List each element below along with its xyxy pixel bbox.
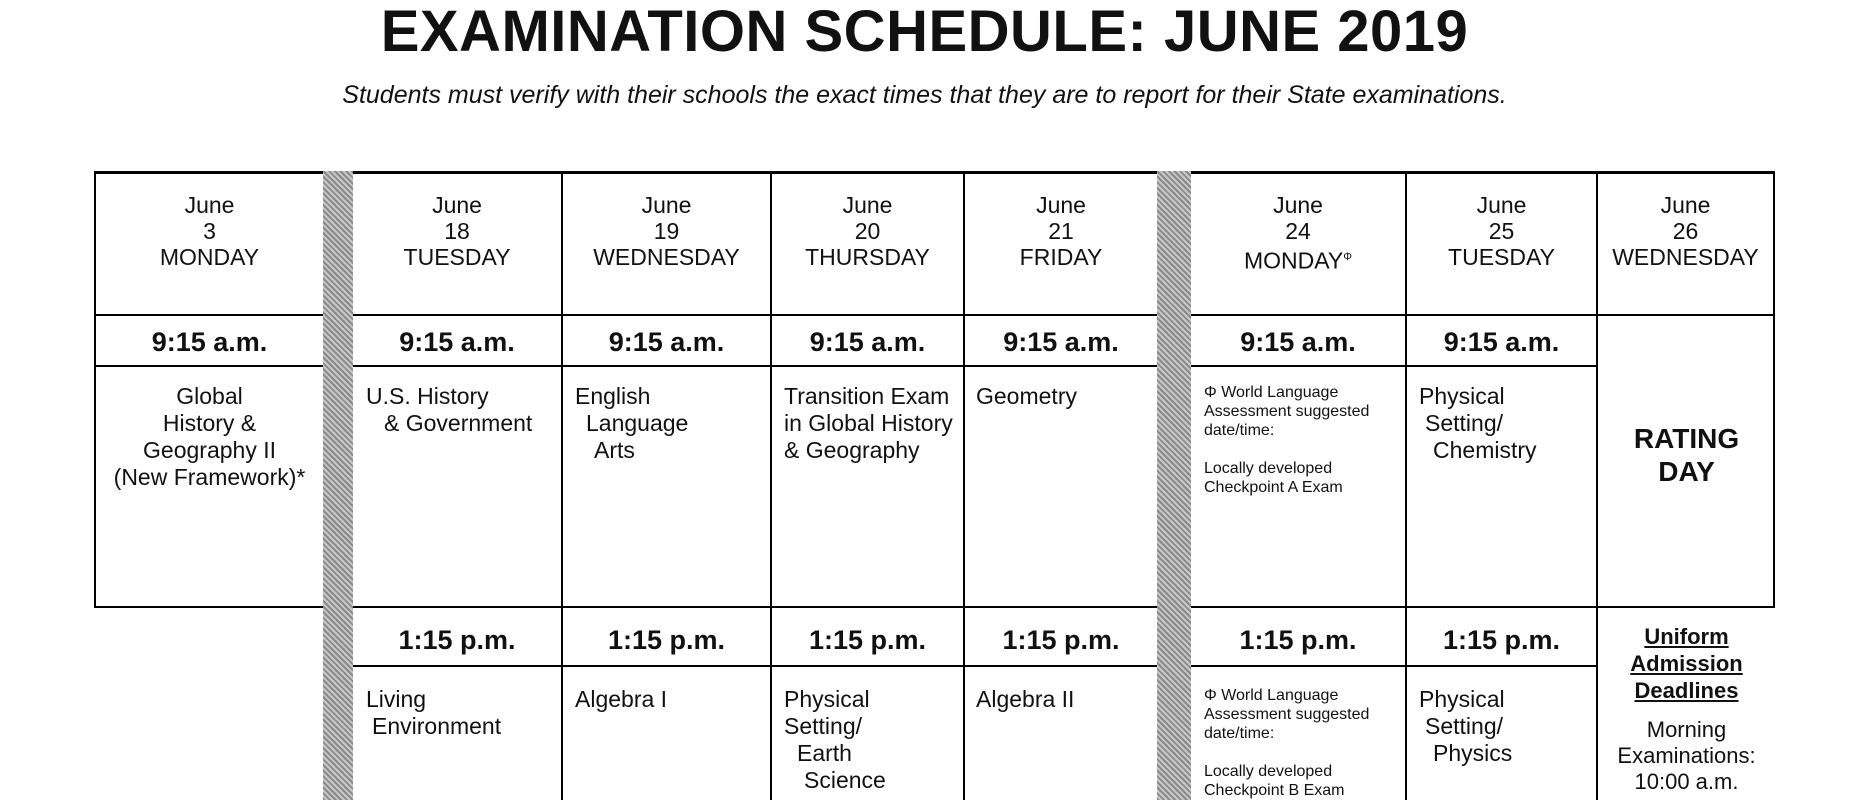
morning-time: 9:15 a.m.	[1443, 327, 1560, 357]
exam-cell: English Language Arts	[575, 383, 689, 463]
exam-cell: Φ World Language Assessment suggested date/time: Locally developed Checkpoint B Exam	[1204, 687, 1370, 799]
afternoon-time: 1:15 p.m.	[398, 625, 516, 655]
exam-cell: Algebra II	[976, 686, 1075, 712]
table-border	[1191, 171, 1775, 174]
morning-time: 9:15 a.m.	[151, 327, 268, 357]
day-header: June 18 TUESDAY	[403, 192, 511, 270]
day-header: June 21 FRIDAY	[1019, 192, 1103, 270]
row-divider	[353, 314, 1157, 316]
afternoon-time: 1:15 p.m.	[808, 625, 927, 655]
row-divider	[353, 665, 1157, 667]
row-divider	[1191, 314, 1775, 316]
exam-cell: U.S. History & Government	[366, 383, 533, 436]
rating-day: RATING DAY	[1633, 423, 1740, 487]
week-separator	[1157, 171, 1191, 800]
day-header: June 26 WEDNESDAY	[1612, 192, 1759, 270]
row-divider	[353, 606, 1157, 608]
exam-cell: Physical Setting/ Earth Science	[784, 686, 886, 793]
row-divider	[1191, 606, 1775, 608]
exam-cell: Living Environment	[366, 686, 502, 739]
exam-cell: Physical Setting/ Physics	[1419, 686, 1513, 766]
morning-time: 9:15 a.m.	[1003, 327, 1119, 357]
uniform-admission-body: Morning Examinations: 10:00 a.m.	[1617, 717, 1756, 794]
column-divider	[1773, 171, 1775, 608]
uniform-admission-heading: Uniform Admission Deadlines	[1630, 624, 1743, 703]
morning-time: 9:15 a.m.	[399, 327, 515, 357]
exam-cell: Transition Exam in Global History & Geography	[784, 383, 953, 463]
afternoon-time: 1:15 p.m.	[607, 625, 726, 655]
afternoon-time: 1:15 p.m.	[1002, 625, 1120, 655]
exam-cell: Φ World Language Assessment suggested date/time: Locally developed Checkpoint A Exam	[1204, 384, 1370, 496]
exam-cell: Global History & Geography II (New Framework)*	[113, 383, 306, 490]
page-subtitle: Students must verify with their schools the exact times that they are to report for their State examinations.	[342, 81, 1507, 109]
row-divider	[94, 365, 323, 367]
table-border	[94, 171, 323, 174]
morning-time: 9:15 a.m.	[1240, 327, 1356, 357]
row-divider	[1191, 365, 1597, 367]
row-divider	[94, 314, 323, 316]
day-header: June 20 THURSDAY	[805, 192, 930, 270]
week-separator	[323, 171, 353, 800]
afternoon-time: 1:15 p.m.	[1239, 625, 1357, 655]
exam-cell: Algebra I	[575, 686, 668, 712]
table-border	[353, 171, 1157, 174]
afternoon-time: 1:15 p.m.	[1442, 625, 1561, 655]
row-divider	[353, 365, 1157, 367]
day-header: June 3 MONDAY	[159, 192, 260, 270]
row-divider	[1191, 665, 1597, 667]
row-divider	[94, 606, 323, 608]
day-header: June 19 WEDNESDAY	[593, 192, 740, 270]
morning-time: 9:15 a.m.	[608, 327, 725, 357]
morning-time: 9:15 a.m.	[809, 327, 926, 357]
phi-marker: Φ	[1343, 251, 1353, 263]
exam-cell: Physical Setting/ Chemistry	[1419, 383, 1537, 463]
page-title: EXAMINATION SCHEDULE: JUNE 2019	[380, 0, 1469, 64]
exam-cell: Geometry	[976, 383, 1077, 409]
day-header: June 25 TUESDAY	[1448, 192, 1555, 270]
day-header: June 24 $MONDAY^\Phi$	[1243, 192, 1353, 274]
